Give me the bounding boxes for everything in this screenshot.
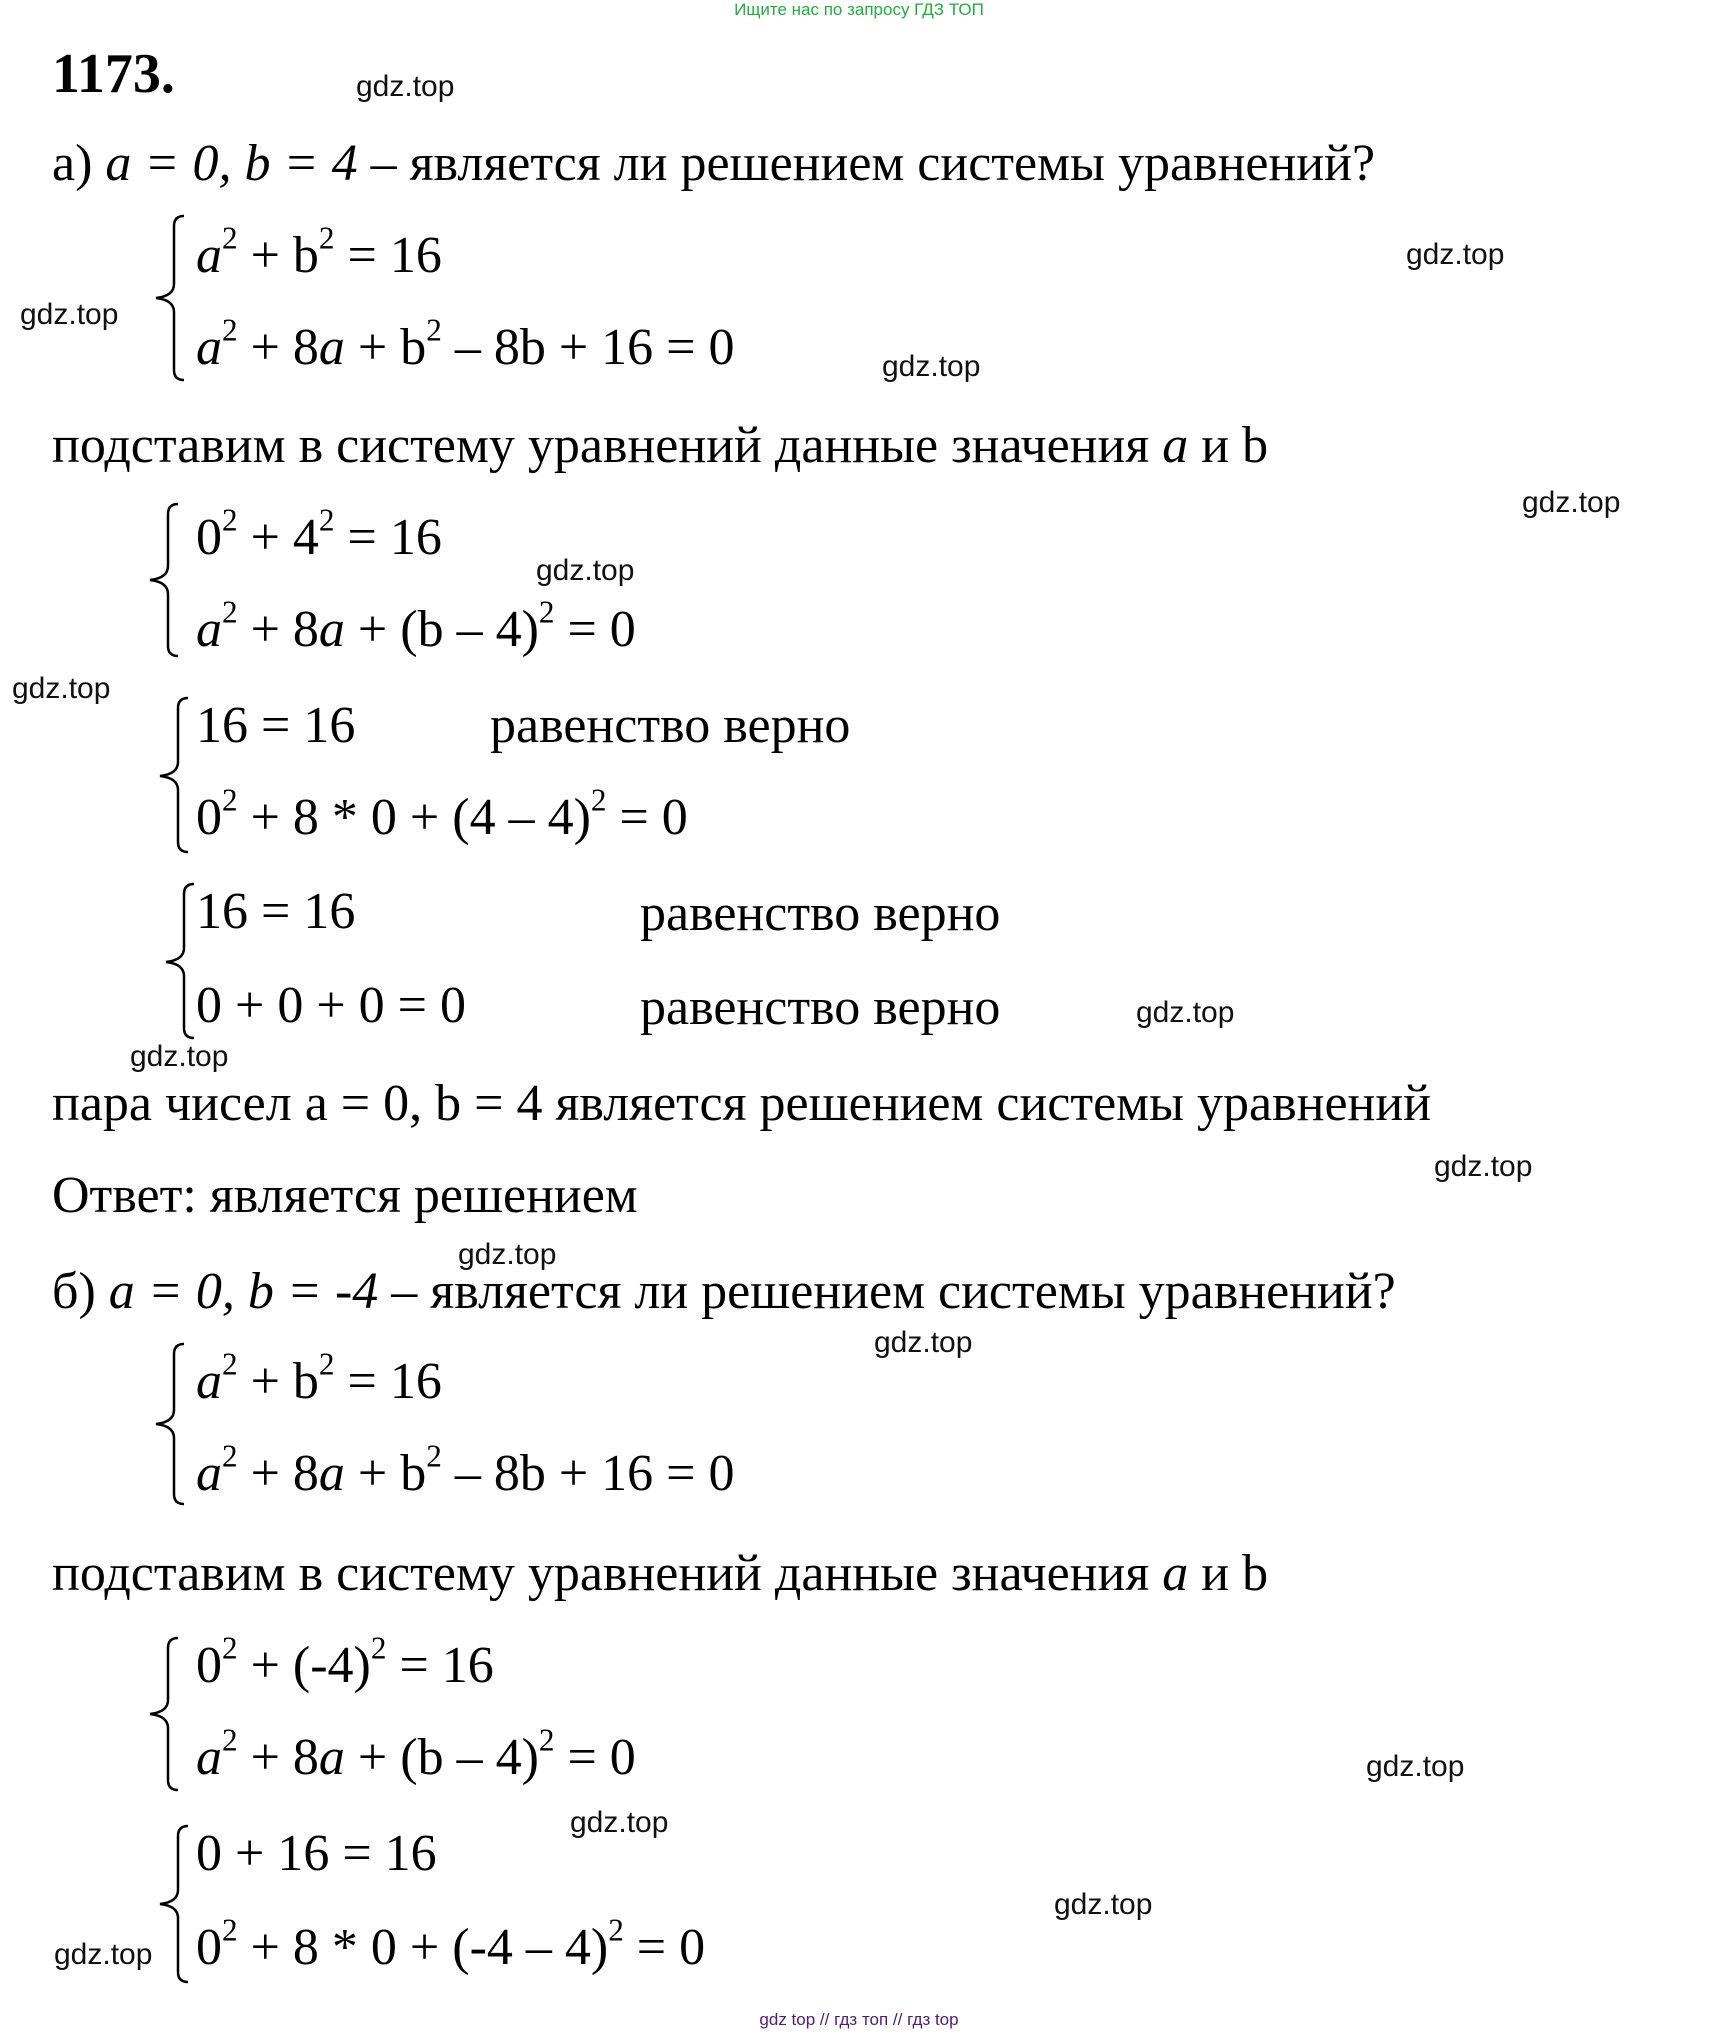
watermark: gdz.top	[458, 1238, 557, 1271]
watermark: gdz.top	[536, 554, 635, 587]
system-6-eq-1: $0^2 + (-4)^2 = 16$	[196, 1630, 494, 1694]
part-b-prefix: б)	[52, 1263, 96, 1320]
brace-system-1	[148, 212, 188, 384]
part-b-var-a: a	[1162, 1545, 1189, 1602]
part-b-substitute-text: подставим в систему уравнений данные значения	[52, 1545, 1150, 1602]
brace-system-3	[152, 694, 192, 856]
footer-watermark: gdz top // гдз топ // гдз top	[759, 2010, 959, 2029]
system-4-verdict-2: равенство верно	[640, 979, 1001, 1036]
part-b-intro	[52, 1263, 1396, 1320]
part-a-substitute	[52, 417, 1269, 474]
system-3-eq-2: $0^2 + 8 * 0 + (4 - 4)^2 = 0$	[196, 782, 688, 846]
brace-system-7	[152, 1822, 192, 1986]
system-2-eq-2: $a^2 + 8a + (b - 4)^2 = 0$	[196, 594, 636, 658]
system-6-eq-2: $a^2 + 8a + (b - 4)^2 = 0$	[196, 1722, 636, 1786]
system-5-eq-1: $a^2 + b^2 = 16$	[196, 1346, 442, 1410]
top-banner: Ищите нас по запросу ГДЗ ТОП	[734, 0, 984, 19]
system-7-eq-2: $0^2 + 8 * 0 + (-4 - 4)^2 = 0$	[196, 1912, 706, 1976]
part-b-values: a = 0, b = -4	[108, 1263, 379, 1320]
part-a-conj: и	[1201, 417, 1230, 474]
part-a-var-a: a	[1162, 417, 1189, 474]
brace-system-4	[158, 880, 198, 1042]
system-5-eq-2: $a^2 + 8a + b^2 - 8b + 16 = 0$	[196, 1438, 735, 1502]
watermark: gdz.top	[1136, 996, 1235, 1029]
watermark: gdz.top	[874, 1326, 973, 1359]
part-a-question: – является ли решением системы уравнений?	[370, 135, 1376, 192]
part-a-var-b: b	[1242, 417, 1269, 474]
part-a-prefix: а)	[52, 135, 93, 192]
part-a-values: a = 0, b = 4	[105, 135, 358, 192]
watermark: gdz.top	[12, 672, 111, 705]
watermark: gdz.top	[54, 1938, 153, 1971]
brace-system-2	[142, 500, 182, 660]
watermark: gdz.top	[1366, 1750, 1465, 1783]
part-b-substitute	[52, 1545, 1269, 1602]
watermark: gdz.top	[356, 70, 455, 103]
watermark: gdz.top	[1434, 1150, 1533, 1183]
watermark: gdz.top	[1054, 1888, 1153, 1921]
system-4-eq-1: 16 = 16	[196, 883, 356, 940]
brace-system-6	[142, 1634, 182, 1794]
part-b-question: – является ли решением системы уравнений?	[391, 1263, 1396, 1320]
watermark: gdz.top	[1522, 486, 1621, 519]
part-a-answer: Ответ: является решением	[52, 1167, 638, 1224]
part-b-var-b: b	[1242, 1545, 1269, 1602]
system-3-eq-1: 16 = 16	[196, 697, 356, 754]
watermark: gdz.top	[130, 1040, 229, 1073]
system-7-eq-1: 0 + 16 = 16	[196, 1825, 437, 1882]
system-3-verdict-1: равенство верно	[490, 697, 851, 754]
system-4-verdict-1: равенство верно	[640, 885, 1001, 942]
part-a-intro	[52, 135, 1376, 192]
watermark: gdz.top	[1406, 238, 1505, 271]
watermark: gdz.top	[882, 350, 981, 383]
watermark: gdz.top	[570, 1806, 669, 1839]
part-b-conj: и	[1201, 1545, 1230, 1602]
watermark: gdz.top	[20, 298, 119, 331]
system-1-eq-2: $a^2 + 8a + b^2 - 8b + 16 = 0$	[196, 312, 735, 376]
part-a-substitute-text: подставим в систему уравнений данные значения	[52, 417, 1150, 474]
brace-system-5	[148, 1340, 188, 1508]
part-a-conclusion: пара чисел a = 0, b = 4 является решением системы уравнений	[52, 1075, 1432, 1132]
system-4-eq-2: 0 + 0 + 0 = 0	[196, 977, 466, 1034]
system-1-eq-1: $a^2 + b^2 = 16$	[196, 220, 442, 284]
problem-number: 1173.	[52, 43, 175, 105]
system-2-eq-1: $0^2 + 4^2 = 16$	[196, 502, 442, 566]
